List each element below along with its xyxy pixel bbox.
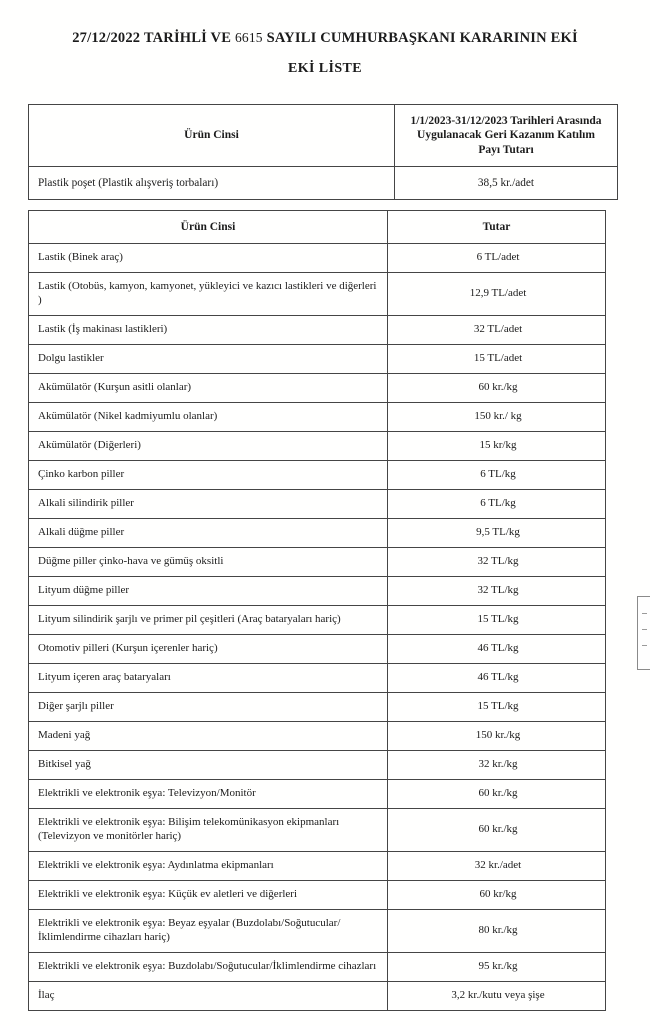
product-cell: Lityum silindirik şarjlı ve primer pil çeşitleri (Araç bataryaları hariç) [29,605,388,634]
table-row [29,577,606,606]
table-row [29,490,606,519]
table-row [29,808,606,851]
title-date-segment: 27/12/2022 TARİHLİ VE [72,30,232,46]
product-cell: Elektrikli ve elektronik eşya: Aydınlatma ekipmanları [29,851,388,880]
product-cell: Bitkisel yağ [29,750,388,779]
amount-cell: 150 kr./kg [388,721,606,750]
amount-cell: 6 TL/kg [388,461,606,490]
product-cell: Lityum içeren araç bataryaları [29,663,388,692]
title-suffix-segment: SAYILI CUMHURBAŞKANI KARARININ EKİ [266,30,578,46]
table-row [29,316,606,345]
table-header-row [29,105,618,167]
amount-cell: 60 kr./kg [388,808,606,851]
product-cell: Akümülatör (Kurşun asitli olanlar) [29,374,388,403]
table-row [29,403,606,432]
table-row [29,692,606,721]
table-row [29,909,606,952]
column-header-amount: 1/1/2023-31/12/2023 Tarihleri Arasında Uygulanacak Geri Kazanım Katılım Payı Tutarı [395,105,618,167]
amount-cell: 80 kr./kg [388,909,606,952]
amount-cell: 6 TL/kg [388,490,606,519]
product-cell: Otomotiv pilleri (Kurşun içerenler hariç) [29,634,388,663]
table-row [29,851,606,880]
product-cell: İlaç [29,981,388,1010]
amount-cell: 15 TL/adet [388,345,606,374]
product-cell: Düğme piller çinko-hava ve gümüş oksitli [29,548,388,577]
table-row [29,345,606,374]
product-cell: Akümülatör (Nikel kadmiyumlu olanlar) [29,403,388,432]
product-cell: Madeni yağ [29,721,388,750]
table-body [29,244,606,1010]
column-header-product: Ürün Cinsi [29,105,395,167]
table-row [29,519,606,548]
amount-cell: 6 TL/adet [388,244,606,273]
amount-cell: 32 kr./adet [388,851,606,880]
product-cell: Elektrikli ve elektronik eşya: Beyaz eşyalar (Buzdolabı/Soğutucular/İklimlendirme cihazları hariç) [29,909,388,952]
table-row [29,244,606,273]
amount-cell: 60 kr/kg [388,880,606,909]
amount-cell: 60 kr./kg [388,779,606,808]
table-row [29,721,606,750]
amount-cell: 95 kr./kg [388,952,606,981]
product-cell: Akümülatör (Diğerleri) [29,432,388,461]
table-row [29,634,606,663]
product-cell: Lastik (Binek araç) [29,244,388,273]
amount-cell: 60 kr./kg [388,374,606,403]
product-cell: Plastik poşet (Plastik alışveriş torbaları) [29,167,395,200]
product-cell: Dolgu lastikler [29,345,388,374]
table-row [29,750,606,779]
table-row [29,663,606,692]
table-row [29,779,606,808]
table-row [29,374,606,403]
product-cell: Çinko karbon piller [29,461,388,490]
product-cell: Alkali düğme piller [29,519,388,548]
amount-cell: 46 TL/kg [388,634,606,663]
page-edge-scan-artifact [637,596,650,670]
amount-cell: 3,2 kr./kutu veya şişe [388,981,606,1010]
amount-cell: 12,9 TL/adet [388,273,606,316]
table-row [29,432,606,461]
recycling-fee-rate-table [28,210,606,1011]
amount-cell: 32 TL/adet [388,316,606,345]
document-subtitle: EKİ LİSTE [287,61,363,76]
table-row [29,548,606,577]
product-cell: Lityum düğme piller [29,577,388,606]
product-cell: Elektrikli ve elektronik eşya: Buzdolabı/Soğutucular/İklimlendirme cihazları [29,952,388,981]
amount-cell: 38,5 kr./adet [395,167,618,200]
product-cell: Elektrikli ve elektronik eşya: Bilişim telekomünikasyon ekipmanları (Televizyon ve monitörler hariç) [29,808,388,851]
table-row [29,981,606,1010]
amount-cell: 32 TL/kg [388,548,606,577]
document-title [0,30,650,47]
amount-cell: 32 TL/kg [388,577,606,606]
amount-cell: 15 TL/kg [388,605,606,634]
column-header-amount: Tutar [388,211,606,244]
amount-cell: 46 TL/kg [388,663,606,692]
product-cell: Lastik (Otobüs, kamyon, kamyonet, yükleyici ve kazıcı lastikleri ve diğerleri ) [29,273,388,316]
column-header-product: Ürün Cinsi [29,211,388,244]
table-row [29,952,606,981]
amount-cell: 150 kr./ kg [388,403,606,432]
table-row [29,880,606,909]
amount-cell: 15 kr/kg [388,432,606,461]
amount-cell: 15 TL/kg [388,692,606,721]
table-row [29,461,606,490]
plastic-bag-rate-table [28,104,618,200]
product-cell: Diğer şarjlı piller [29,692,388,721]
table-row [29,273,606,316]
amount-cell: 9,5 TL/kg [388,519,606,548]
table-row [29,605,606,634]
amount-cell: 32 kr./kg [388,750,606,779]
table-body [29,167,618,200]
table-header-row [29,211,606,244]
product-cell: Lastik (İş makinası lastikleri) [29,316,388,345]
product-cell: Elektrikli ve elektronik eşya: Televizyon/Monitör [29,779,388,808]
table-row [29,167,618,200]
product-cell: Alkali silindirik piller [29,490,388,519]
product-cell: Elektrikli ve elektronik eşya: Küçük ev aletleri ve diğerleri [29,880,388,909]
title-decree-number: 6615 [234,30,263,45]
